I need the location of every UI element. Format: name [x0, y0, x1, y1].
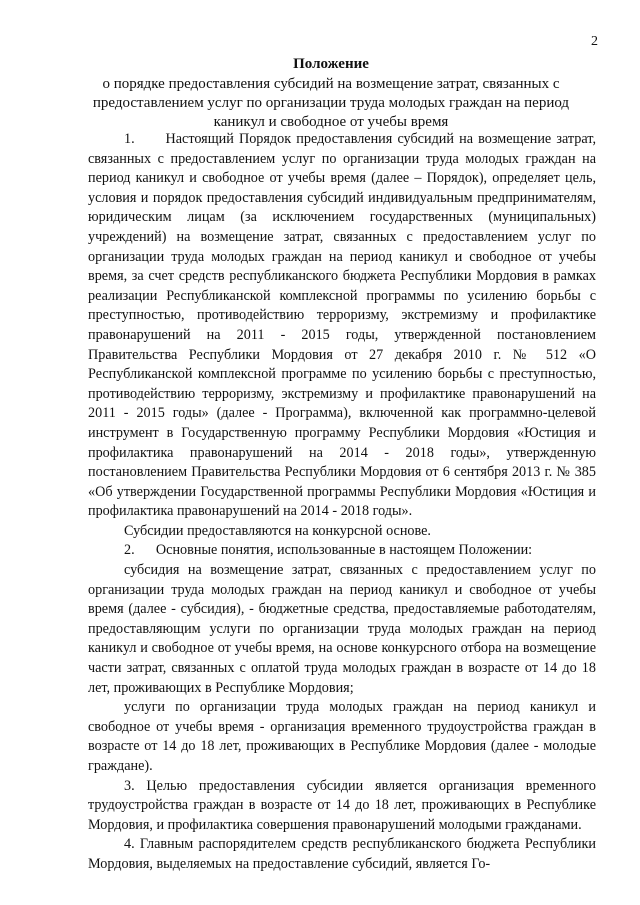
paragraph-1: 1. Настоящий Порядок предоставления субсидий на возмещение затрат, связанных с предоставлением услуг по организации труда молодых граждан на период каникул и свободное от учебы время (далее – Порядок), определяет цель, условия и порядок предоставления субсидий индивидуальным предпринимателям, юридическим лицам (за исключением государственных (муниципальных) учреждений) на возмещение затрат, связанных с предоставлением услуг по организации труда молодых граждан на период каникул и свободное от учебы время, за счет средств республиканского бюджета Республики Мордовия в рамках реализации Республиканской комплексной программы по усилению борьбы с преступностью, противодействию терроризму, экстремизму и профилактике правонарушений на 2011 - 2015 годы, утвержденной постановлением Правительства Республики Мордовия от 27 декабря 2010 г. № 512 «О Республиканской комплексной программе по усилению борьбы с преступностью, противодействию терроризму, экстремизму и профилактике правонарушений на 2011 - 2015 годы» (далее - Программа), включенной как программно-целевой инструмент в Государственную программу Республики Мордовия «Юстиция и профилактика правонарушений на 2014 - 2018 годы», утвержденную постановлением Правительства Республики Мордовия от 6 сентября 2013 г. № 385 «Об утверждении Государственной программы Республики Мордовия «Юстиция и профилактика правонарушений на 2014 - 2018 годы».: [88, 131, 596, 520]
paragraph-2: 2. Основные понятия, использованные в настоящем Положении:: [124, 542, 533, 559]
paragraph-definition-subsidy: субсидия на возмещение затрат, связанных с предоставлением услуг по организации труда молодых граждан на период каникул и свободное от учебы время (далее - субсидия), - бюджетные средства, предоставляемые работодателям, предоставляющим услуги по организации труда молодых граждан на период каникул и свободное от учебы время, на основе конкурсного отбора на возмещение части затрат, связанных с оплатой труда молодых граждан в возрасте от 14 до 18 лет, проживающих в Республике Мордовия;: [88, 562, 596, 696]
document-subtitle: о порядке предоставления субсидий на возмещение затрат, связанных с предоставлением услуг по организации труда молодых граждан на период каникул и свободное от учебы время: [92, 76, 570, 130]
paragraph-3: 3. Целью предоставления субсидии является организация временного трудоустройства граждан в возрасте от 14 до 18 лет, проживающих в Республике Мордовия, и профилактика совершения правонарушений молодыми гражданами.: [88, 777, 596, 833]
page-number: 2: [591, 34, 598, 49]
paragraph-subsidies-basis: Субсидии предоставляются на конкурсной основе.: [124, 522, 431, 539]
paragraph-4: 4. Главным распорядителем средств республиканского бюджета Республики Мордовия, выделяемых на предоставление субсидий, является Го-: [88, 836, 596, 872]
document-title: Положение: [293, 56, 369, 72]
paragraph-definition-services: услуги по организации труда молодых граждан на период каникул и свободное от учебы время - организация временного трудоустройства граждан в возрасте от 14 до 18 лет, проживающих в Республике Мордовия (далее - молодые граждане).: [88, 699, 596, 774]
document-heading: [88, 55, 574, 132]
document-body: [88, 130, 596, 875]
